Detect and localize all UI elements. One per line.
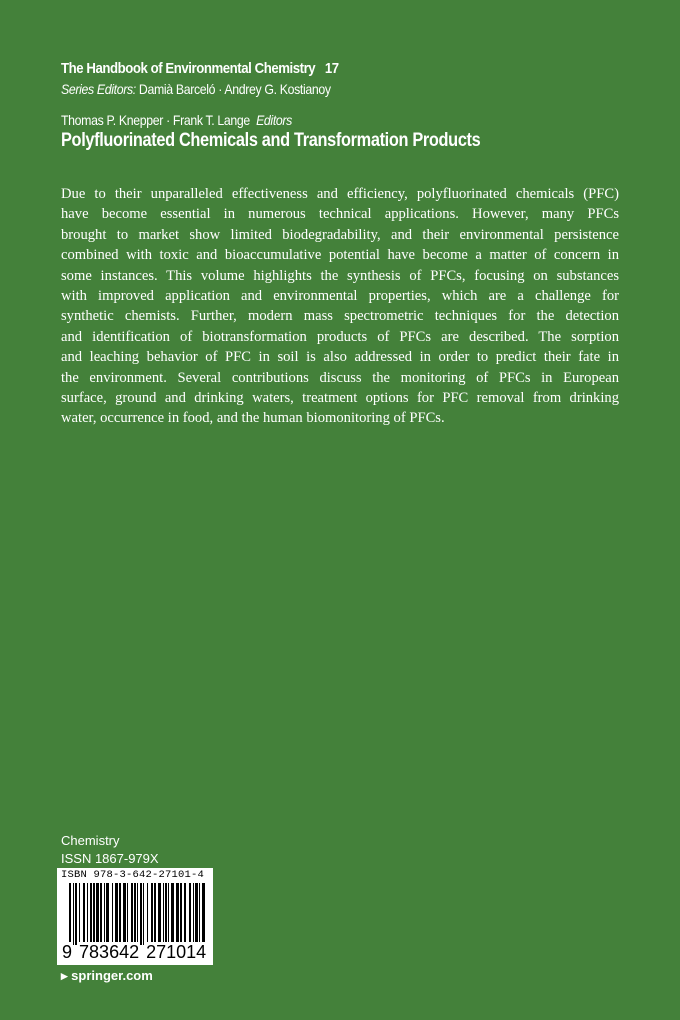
- barcode-bar: [127, 883, 128, 945]
- barcode-bar: [168, 883, 169, 945]
- blurb-line: combined with toxic and bioaccumulative potential have become a matter of concern in: [61, 247, 619, 264]
- barcode-bar: [180, 883, 182, 945]
- blurb-line: some instances. This volume highlights the synthesis of PFCs, focusing on substances: [61, 267, 619, 284]
- barcode-bar: [119, 883, 121, 945]
- barcode-bar: [83, 883, 85, 945]
- blurb-line: water, occurrence in food, and the human biomonitoring of PFCs.: [61, 410, 445, 427]
- series-name: The Handbook of Environmental Chemistry: [61, 60, 316, 77]
- arrow-icon: ▸: [61, 968, 68, 983]
- isbn-text: ISBN 978-3-642-27101-4: [61, 869, 205, 881]
- blurb: [61, 184, 619, 429]
- series-title: [61, 60, 339, 77]
- barcode-bar: [73, 883, 74, 945]
- barcode-bar: [75, 883, 77, 945]
- blurb-line: Due to their unparalleled effectiveness and efficiency, polyfluorinated chemicals (PFC): [61, 186, 619, 202]
- barcode-bar: [163, 883, 164, 945]
- barcode-bar: [123, 883, 126, 945]
- barcode-bar: [100, 883, 102, 945]
- barcode-digits: [61, 942, 207, 963]
- blurb-line: the environment. Several contributions discuss the monitoring of PFCs in European: [61, 369, 619, 386]
- barcode-group-1: 783642: [79, 942, 140, 962]
- barcode-bar: [106, 883, 109, 945]
- barcode-bar: [189, 883, 191, 945]
- series-editors-names: Damià Barceló · Andrey G. Kostianoy: [138, 81, 331, 97]
- barcode-bar: [134, 883, 136, 945]
- book-editors: [61, 112, 292, 128]
- blurb-line: have become essential in numerous technical applications. However, many PFCs: [61, 206, 619, 223]
- barcode-bar: [193, 883, 194, 945]
- website-text: springer.com: [71, 968, 153, 983]
- blurb-line: with improved application and environmental properties, which are a challenge for: [61, 288, 619, 305]
- barcode-bar: [151, 883, 153, 945]
- barcode-bar: [96, 883, 99, 945]
- barcode-bar: [90, 883, 92, 945]
- barcode-bar: [154, 883, 156, 945]
- barcode-bar: [165, 883, 167, 945]
- blurb-line: brought to market show limited biodegradability, and their environmental persistence: [61, 226, 619, 243]
- volume-number: 17: [324, 60, 339, 77]
- website-link[interactable]: [61, 968, 153, 984]
- barcode-bar: [104, 883, 105, 945]
- barcode-bar: [147, 883, 148, 945]
- barcode-bar: [140, 883, 142, 945]
- subject: Chemistry: [61, 833, 120, 848]
- series-editors-label: Series Editors:: [61, 81, 136, 97]
- book-title: Polyfluorinated Chemicals and Transformation Products: [61, 130, 481, 151]
- barcode-bar: [115, 883, 118, 945]
- book-editors-names: Thomas P. Knepper · Frank T. Lange: [61, 112, 250, 128]
- barcode-bar: [131, 883, 133, 945]
- book-editors-label: Editors: [256, 112, 292, 128]
- barcode-bar: [93, 883, 95, 945]
- barcode-first-digit: 9: [62, 942, 73, 962]
- barcode-bar: [171, 883, 174, 945]
- barcode-bar: [199, 883, 200, 945]
- barcode-bar: [79, 883, 80, 945]
- isbn-barcode: [57, 868, 213, 965]
- issn: ISSN 1867-979X: [61, 851, 159, 866]
- barcode-bar: [158, 883, 161, 945]
- barcode-bar: [112, 883, 113, 945]
- barcode-bar: [195, 883, 198, 945]
- barcode-group-2: 271014: [146, 942, 207, 962]
- blurb-line: and leaching behavior of PFC in soil is also addressed in order to predict their fate in: [61, 349, 619, 366]
- barcode-bar: [143, 883, 144, 945]
- series-editors: [61, 81, 331, 97]
- blurb-line: and identification of biotransformation products of PFCs are described. The sorption: [61, 328, 619, 345]
- blurb-line: synthetic chemists. Further, modern mass spectrometric techniques for the detection: [61, 308, 619, 325]
- barcode-bar: [184, 883, 186, 945]
- blurb-line: surface, ground and drinking waters, treatment options for PFC removal from drinking: [61, 390, 619, 407]
- barcode-bar: [176, 883, 179, 945]
- barcode-bar: [87, 883, 88, 945]
